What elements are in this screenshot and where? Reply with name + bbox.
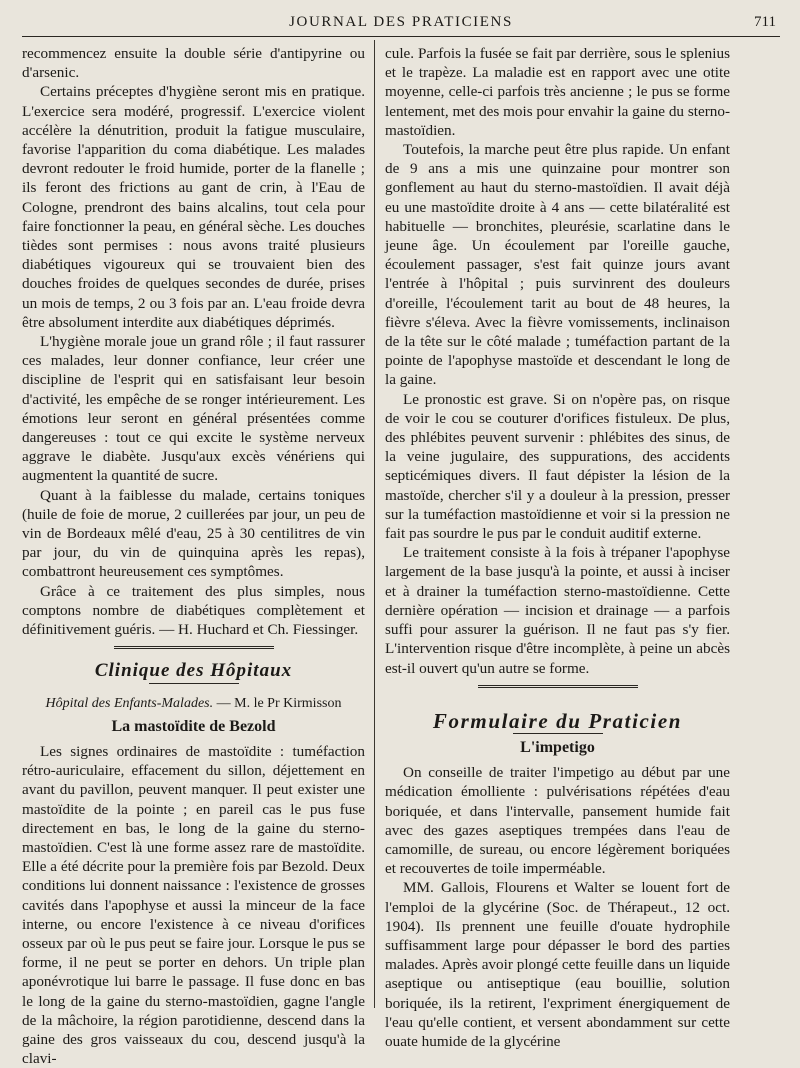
- paragraph-signature: Grâce à ce traitement des plus simples, nous comptons nombre de diabétiques complètement et définitivement guéris. — H. Huchard et Ch. Fiessinger.: [22, 582, 365, 639]
- section-heading-formulaire: [385, 685, 730, 734]
- page-header: [22, 10, 780, 37]
- paragraph: MM. Gallois, Flourens et Walter se louent fort de l'emploi de la glycérine (Soc. de Thérapeut., 12 oct. 1904). Ils prennent une feuille d'ouate hydrophile suffisamment large pour dépasser le bord des parties malades. Après avoir plongé cette feuille dans un liquide aseptique ou antiseptique (eau bouillie, solution boriquée, ils la retirent, l'expriment énergiquement de l'eau qu'elle contient, et versent abondamment sur cette ouate humide de la glycérine: [385, 879, 730, 1050]
- paragraph: Les signes ordinaires de mastoïdite : tuméfaction rétro-auriculaire, effacement du sillon, déjettement en avant du pavillon, peuvent manquer. Il peut exister une mastoïdite de la pointe ; en pareil cas le pus fuse directement en bas, le long de la gaine du sterno-mastoïdien. C'est là une forme assez rare de mastoïdite. Elle a été décrite pour la première fois par Bezold. Deux conditions lui donnent naissance : l'existence de grosses cavités dans l'apophyse et aussi la minceur de la face interne, ou encore l'existence à ce niveau d'orifices osseux par où le pus peut se faire jour. Lorsque le pus se forme, il ne peut se porter en dehors. Un triple plan aponévrotique lui barre le passage. Il fuse donc en bas le long de la gaine du sterno-mastoïdien, gagne l'angle de la mâchoire, la région parotidienne, descend dans la gaine des gros vaisseaux du cou, descend jusqu'à la clavi-: [22, 742, 365, 1068]
- heading-underline: [149, 683, 239, 684]
- hospital-line: [22, 694, 365, 713]
- heading-underline: [513, 733, 603, 734]
- paragraph: Le pronostic est grave. Si on n'opère pas, on risque de voir le cou se couturer d'orifices fistuleux. De plus, des phlébites peuvent survenir : phlébites des sinus, de la veine jugulaire, des suppurations, des accidents septicémiques divers. Il faut dépister la lésion de la mastoïde, chercher s'il y a douleur à la pression, presser sur la tuméfaction mastoïdienne et voir si la pression ne fait pas sourdre le pus par le conduit auditif externe.: [385, 390, 730, 543]
- journal-title: JOURNAL DES PRATICIENS: [289, 14, 513, 30]
- paragraph: cule. Parfois la fusée se fait par derrière, sous le splenius et le trapèze. La maladie est en rapport avec une otite moyenne, celle-ci parfois très ancienne ; le pus se forme lentement, met des mois pour envahir la gaine du sterno-mastoïdien.: [385, 45, 730, 139]
- section-title: Formulaire du Praticien: [432, 708, 683, 733]
- paragraph: L'hygiène morale joue un grand rôle ; il faut rassurer ces malades, leur donner confiance, leur créer une discipline de l'esprit qui en satisfaisant leur besoin d'activité, les empêche de se ronger intérieurement. Les émotions leur seront en général présentées comme dangereuses : tout ce qui excite le système nerveux aggrave le diabète. Jusqu'aux excès vénériens qui augmentent la quantité de sucre.: [22, 333, 365, 485]
- paragraph: Toutefois, la marche peut être plus rapide. Un enfant de 9 ans a mis une quinzaine pour montrer son gonflement au haut du sterno-mastoïdien. Il avait déjà eu une mastoïdite droite à 4 ans — cette bilatéralité est habituelle — bronchites, pleurésie, scarlatine dans le jeune âge. Un écoulement par l'oreille gauche, écoulement passager, s'est fait quinze jours avant l'entrée à l'hôpital ; puis survinrent des douleurs d'oreille, l'écoulement tarit au bout de 48 heures, la fièvre s'éleva. Avec la fièvre vomissements, inclinaison de la tête sur le côté malade ; tuméfaction partant de la pointe de l'apophyse mastoïde et descendant le long de la gaine.: [385, 141, 730, 389]
- section-heading-clinique: [22, 646, 365, 683]
- ornament-rule: [114, 646, 274, 655]
- right-column: [385, 44, 730, 1051]
- section-title: Clinique des Hôpitaux: [94, 660, 293, 682]
- paragraph: Certains préceptes d'hygiène seront mis en pratique. L'exercice sera modéré, progressif. L'exercice violent accélère la dénutrition, produit la fatigue musculaire, favorise l'apparition du coma diabétique. Les malades devront redouter le froid humide, porter de la flanelle ; ils feront des frictions au gant de crin, à l'Eau de Cologne, prendront des bains alcalins, tout cela pour faire fonctionner la peau, en général sèche. Les douches tièdes sont permises : nous avons traité plusieurs diabétiques vigoureux qui se trouvaient bien des douches froides de quelques secondes de durée, prises un mois de temps, 2 ou 3 fois par an. L'eau froide devra être absolument interdite aux diabétiques déprimés.: [22, 83, 365, 331]
- page-number: 711: [754, 14, 776, 30]
- ornament-rule: [478, 685, 638, 694]
- left-column: [22, 44, 365, 1068]
- column-divider: [374, 40, 375, 1008]
- paragraph: On conseille de traiter l'impetigo au début par une médication émolliente : pulvérisations répétées d'eau boriquée, et dans l'intervalle, pansement humide fait avec des gazes aseptiques trempées dans l'eau de camomille, de sureau, ou encore légèrement boriquées et recouvertes de toile imperméable.: [385, 764, 730, 878]
- article-title: L'impetigo: [520, 738, 595, 756]
- hospital-name: Hôpital des Enfants-Malades.: [45, 695, 214, 711]
- paragraph: Quant à la faiblesse du malade, certains toniques (huile de foie de morue, 2 cuillerées par jour, un peu de vin de Bordeaux mêlé d'eau, 25 à 30 centilitres de vin par jour, du vin de quinquina après les repas), combattront heureusement ces symptômes.: [22, 486, 365, 581]
- article-title: La mastoïdite de Bezold: [111, 717, 276, 735]
- paragraph: recommencez ensuite la double série d'antipyrine ou d'arsenic.: [22, 45, 365, 82]
- paragraph: Le traitement consiste à la fois à trépaner l'apophyse largement de la base jusqu'à la pointe, et aussi à inciser et à drainer la tuméfaction sterno-mastoïdienne. Cette dernière opération — incision et drainage — a parfois suffi pour assurer la guérison. Il ne faut pas s'y fier. L'intervention risque d'être incomplète, à peine un abcès est-il ouvert qu'un autre se forme.: [385, 544, 730, 677]
- doctor-name: — M. le Pr Kirmisson: [213, 695, 342, 711]
